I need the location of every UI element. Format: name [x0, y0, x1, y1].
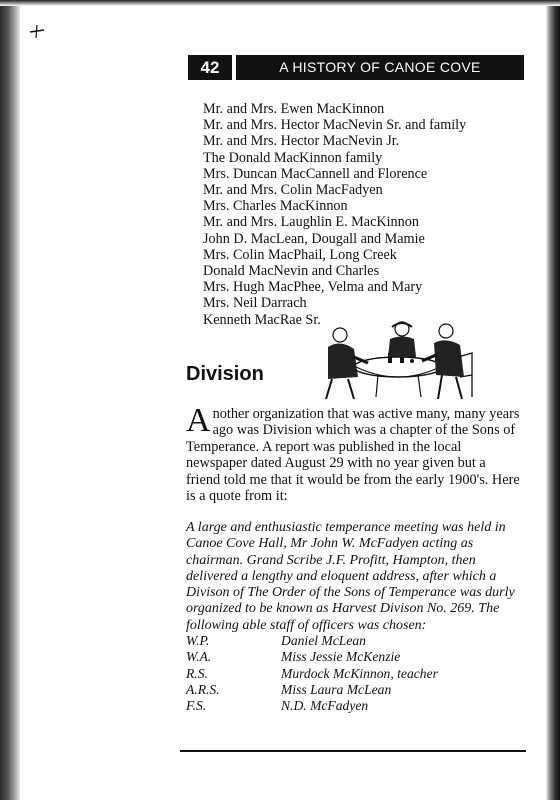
officer-name: Miss Laura McLean — [281, 681, 392, 697]
pen-mark-icon — [28, 22, 46, 40]
list-item: Mrs. Hugh MacPhee, Velma and Mary — [203, 279, 423, 296]
scan-left-edge — [0, 0, 20, 800]
list-item: The Donald MacKinnon family — [203, 149, 383, 166]
table-row — [186, 666, 486, 682]
list-item: Donald MacNevin and Charles — [203, 263, 380, 280]
temperance-meeting-illustration — [318, 317, 476, 401]
table-row — [186, 698, 486, 714]
list-item: John D. MacLean, Dougall and Mamie — [203, 230, 425, 247]
names-list — [203, 101, 466, 328]
table-row — [186, 633, 486, 649]
list-item: Mrs. Charles MacKinnon — [203, 198, 348, 215]
table-row — [186, 682, 486, 698]
officer-name: Daniel McLean — [281, 633, 366, 648]
footer-rule — [180, 750, 526, 752]
officers-table — [186, 633, 486, 714]
page-header — [188, 55, 524, 80]
list-item: Mr. and Mrs. Ewen MacKinnon — [203, 101, 385, 117]
officer-name: Murdock McKinnon, teacher — [281, 665, 438, 681]
paragraph-text: nother organization that was active many, many years ago was Division which was a chapter of the Sons of Temperance. A report was published in the local newspaper dated August 29 with no year given but a friend told me that it would be from the early 1900's. Here is a quote from it: — [186, 406, 520, 505]
officer-name: N.D. McFadyen — [281, 698, 369, 714]
list-item: Mr. and Mrs. Laughlin E. MacKinnon — [203, 214, 419, 231]
drop-cap: A — [186, 402, 211, 439]
section-heading: Division — [186, 363, 264, 385]
list-item: Mrs. Duncan MacCannell and Florence — [203, 165, 428, 182]
list-item: Kenneth MacRae Sr. — [203, 311, 321, 328]
officer-name: Miss Jessie McKenzie — [281, 649, 401, 665]
list-item: Mr. and Mrs. Hector MacNevin Sr. and family — [203, 117, 467, 134]
officer-role: W.P. — [186, 633, 210, 648]
body-paragraph — [186, 402, 520, 505]
scan-top-edge — [0, 0, 560, 6]
list-item: Mrs. Colin MacPhail, Long Creek — [203, 246, 397, 263]
page-number: 42 — [188, 55, 232, 80]
scan-right-edge — [546, 0, 560, 800]
officer-role: A.R.S. — [186, 681, 220, 697]
officer-role: F.S. — [186, 698, 207, 714]
officer-role: W.A. — [186, 649, 212, 665]
table-row — [186, 649, 486, 665]
officer-role: R.S. — [186, 665, 208, 681]
list-item: Mr. and Mrs. Colin MacFadyen — [203, 182, 383, 199]
book-title: A HISTORY OF CANOE COVE — [236, 55, 524, 80]
list-item: Mr. and Mrs. Hector MacNevin Jr. — [203, 133, 400, 150]
newspaper-quote: A large and enthusiastic temperance meeting was held in Canoe Cove Hall, Mr John W. McFadyen acting as chairman. Grand Scribe J.F. Profitt, Hampton, then delivered a lengthy and eloquent address, after which a Divison of The Order of the Sons of Temperance was durly organized to be known as Harvest Divison No. 269. The following able staff of officers was chosen: — [186, 520, 515, 633]
list-item: Mrs. Neil Darrach — [203, 295, 307, 312]
